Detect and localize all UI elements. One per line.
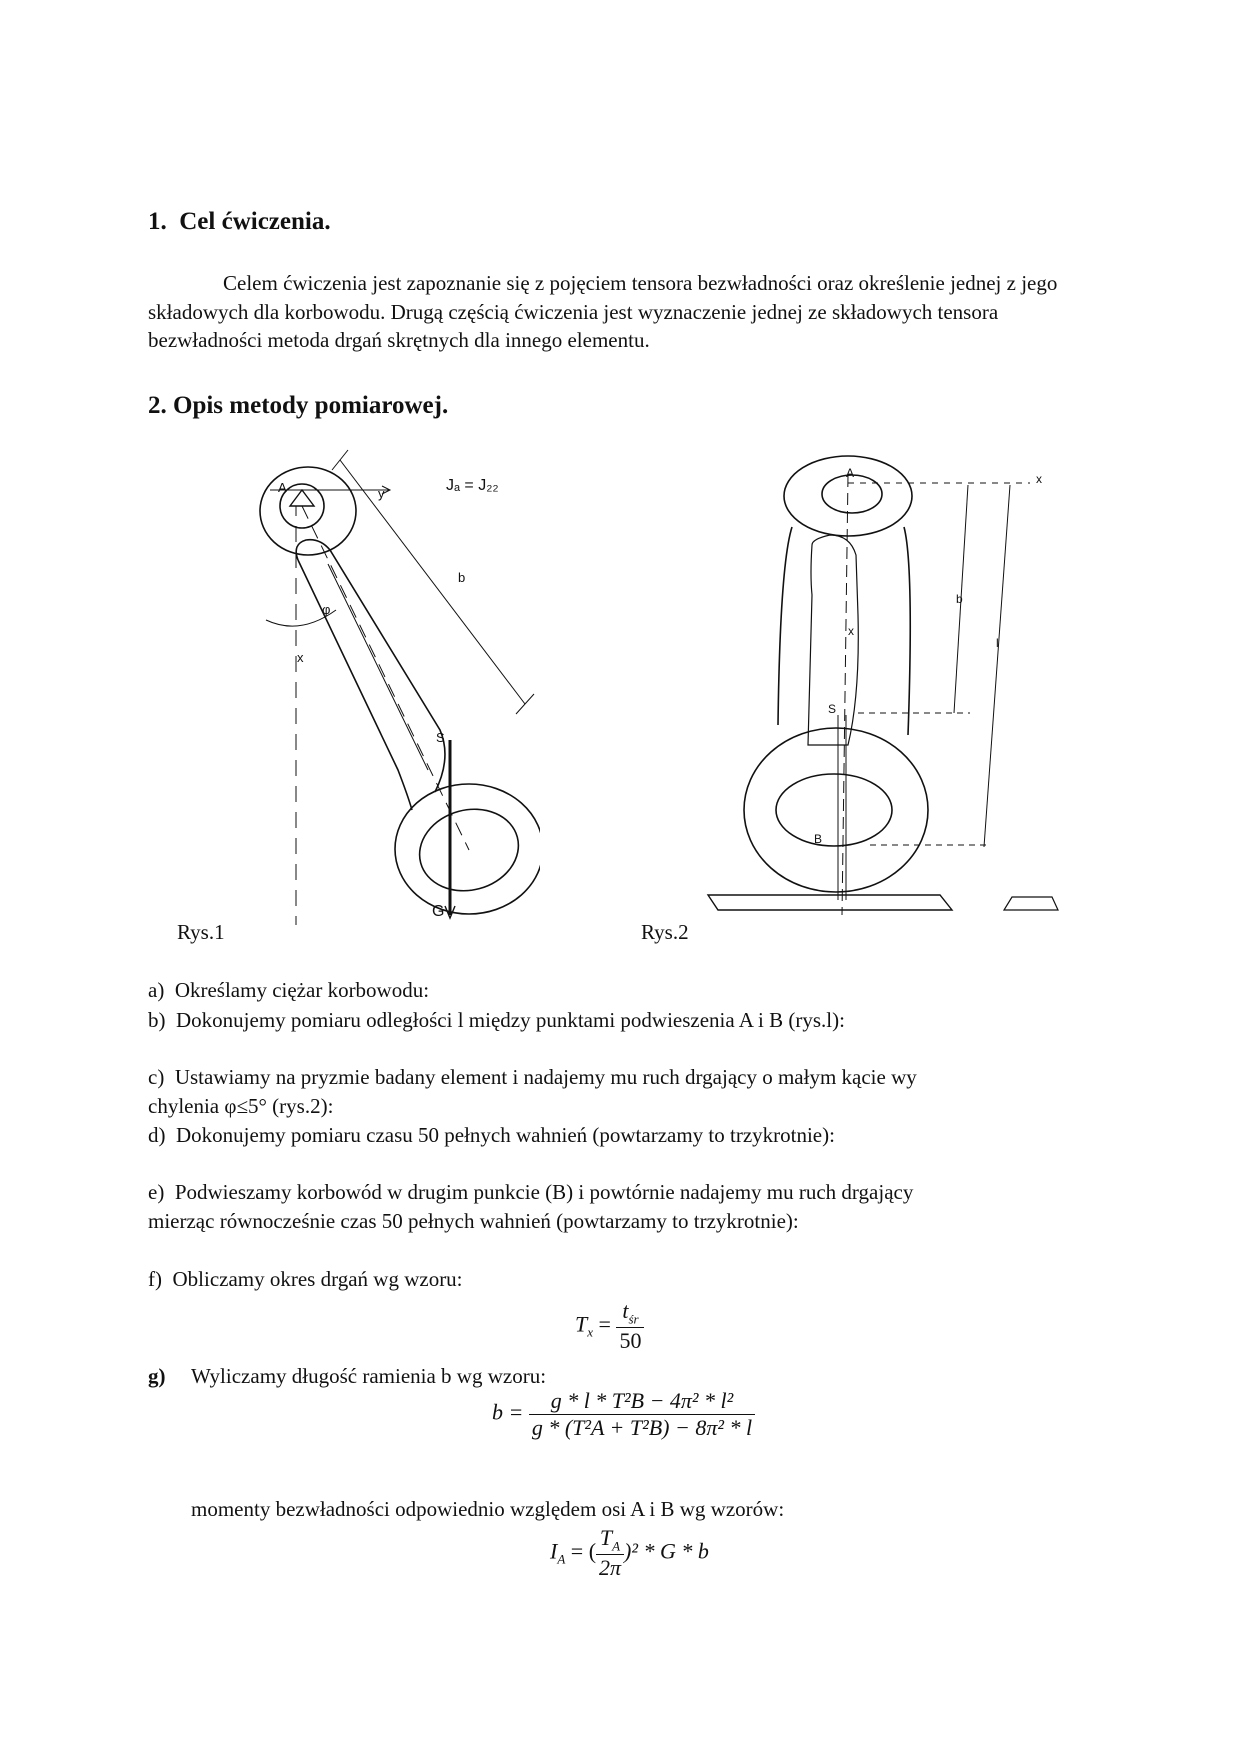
b-numerator: g * l * T²B − 4π² * l² xyxy=(529,1388,755,1415)
section-1-title: 1. Cel ćwiczenia. xyxy=(148,208,331,235)
fig2-label-x-axis: x xyxy=(1036,472,1042,486)
prism-base xyxy=(708,895,952,910)
figure-1-caption: Rys.1 xyxy=(177,920,225,944)
shank-inner-edge xyxy=(328,564,428,770)
step-a: a) Określamy ciężar korbowodu: xyxy=(148,978,430,1002)
step-g-text: Wyliczamy długość ramienia b wg wzoru: xyxy=(191,1364,547,1388)
step-f: f) Obliczamy okres drgań wg wzoru: xyxy=(148,1267,463,1291)
figure-2-caption: Rys.2 xyxy=(641,920,689,944)
formula-ia: $I_A$ = ( $\frac{T_A}{2\pi}$ )² * G * b xyxy=(550,1525,709,1581)
fig1-label-y: y xyxy=(378,486,385,501)
moments-text: momenty bezwładności odpowiednio względem osi A i B wg wzorów: xyxy=(191,1497,785,1521)
dimension-l-line xyxy=(984,485,1010,847)
prism-base-end xyxy=(1004,897,1058,910)
section-2-title: 2. Opis metody pomiarowej. xyxy=(148,392,449,419)
step-d: d) Dokonujemy pomiaru czasu 50 pełnych wahnień (powtarzamy to trzykrotnie): xyxy=(148,1123,835,1147)
fig2-label-l: l xyxy=(996,636,999,650)
tx-lhs: T xyxy=(575,1311,588,1337)
rod-axis xyxy=(302,506,469,850)
bottom-eye-outer xyxy=(744,728,928,892)
ia-numerator: T xyxy=(599,1525,613,1550)
fig2-label-x: x xyxy=(848,624,854,638)
fig2-label-B: B xyxy=(814,832,823,846)
step-b: b) Dokonujemy pomiaru odległości l między punktami podwieszenia A i B (rys.l): xyxy=(148,1008,845,1032)
tx-denominator: 50 xyxy=(619,1328,642,1354)
fig2-label-S: S xyxy=(828,702,837,716)
b-lhs: b = xyxy=(492,1399,524,1425)
formula-b xyxy=(492,1388,755,1441)
figure-2-pendulum-drawing xyxy=(700,455,1070,925)
tx-sub: x xyxy=(587,1324,594,1340)
fig1-label-b: b xyxy=(458,570,466,585)
tx-numerator: t xyxy=(622,1298,629,1323)
step-e: e) Podwieszamy korbowód w drugim punkcie (B) i powtórnie nadajemy mu ruch drgający mierząc równocześnie czas 50 pełnych wahnień (powtarzamy to trzykrotnie): xyxy=(148,1180,914,1233)
tx-numerator-sub: śr xyxy=(628,1311,639,1327)
fig2-label-b: b xyxy=(956,592,963,606)
bottom-eye-bore xyxy=(776,774,892,846)
fig1-label-A: A xyxy=(278,480,287,495)
fig1-label-phi: φ xyxy=(322,602,331,617)
top-eye-bore xyxy=(822,475,882,513)
ia-lhs: I xyxy=(550,1538,558,1564)
ia-numerator-sub: A xyxy=(612,1538,621,1554)
ia-rest: )² * G * b xyxy=(624,1538,709,1564)
section-1-paragraph: Celem ćwiczenia jest zapoznanie się z pojęciem tensora bezwładności oraz określenie jednej z jego składowych dla korbowodu. Drugą częścią ćwiczenia jest wyznaczenie jednej ze składowych tensora bezwładności metoda drgań skrętnych dla innego elementu. xyxy=(148,271,1058,352)
fig1-label-x: x xyxy=(297,650,304,665)
shank-left xyxy=(778,527,792,725)
formula-tx: $T_x$ = $\frac{t_{śr}}{50}$ xyxy=(575,1298,644,1354)
small-end-outer xyxy=(260,467,356,555)
step-c: c) Ustawiamy na pryzmie badany element i nadajemy mu ruch drgający o małym kącie wy chylenia φ≤5° (rys.2): xyxy=(148,1065,917,1118)
shank-left-edge xyxy=(298,560,412,810)
dimension-b-line xyxy=(340,460,525,704)
figure-1-connecting-rod-drawing xyxy=(240,440,540,930)
shank-right xyxy=(904,527,910,735)
fig2-label-A: A xyxy=(846,466,855,480)
b-denominator: g * (T²A + T²B) − 8π² * l xyxy=(531,1415,753,1440)
step-g-label: g) xyxy=(148,1364,166,1388)
ia-sub: A xyxy=(557,1551,566,1567)
ia-denominator: 2π xyxy=(599,1555,622,1581)
fig1-label-S: S xyxy=(436,730,445,745)
fig1-label-formula: Jₐ = J₂₂ xyxy=(446,477,499,494)
fig1-label-G: G xyxy=(432,903,445,920)
